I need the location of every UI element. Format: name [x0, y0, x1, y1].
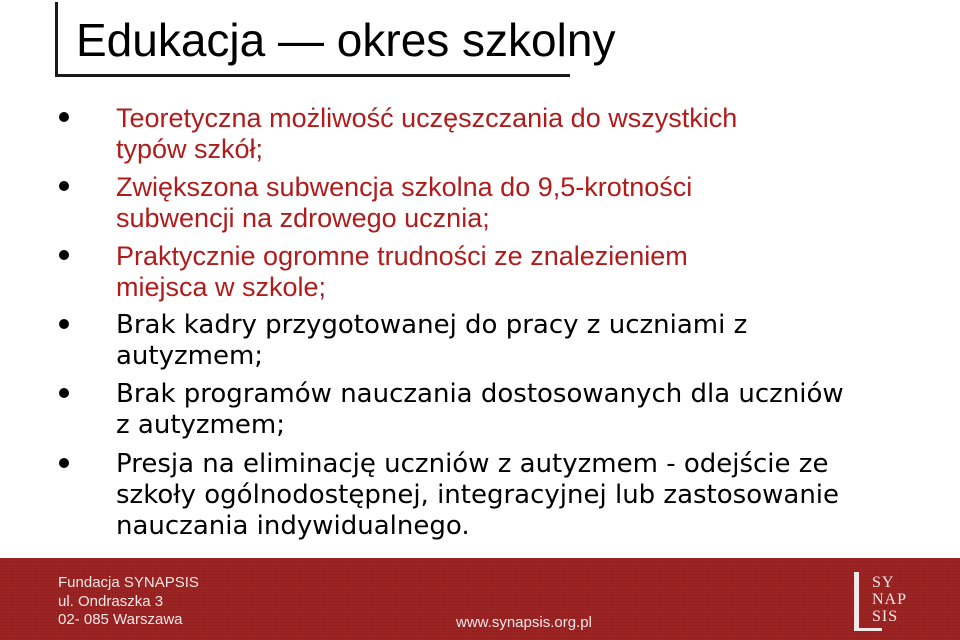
bullet-line: Praktycznie ogromne trudności ze znalezieniem — [116, 241, 688, 271]
logo-text — [872, 574, 922, 625]
bullet-dot-icon — [59, 388, 69, 398]
bullet-item — [116, 310, 916, 372]
bullet-line: szkoły ogólnodostępnej, integracyjnej lub zastosowanie — [116, 480, 840, 510]
bullet-line: Teoretyczna możliwość uczęszczania do wszystkich — [116, 103, 738, 133]
bullet-line: autyzmem; — [116, 341, 264, 371]
bullet-line: Brak kadry przygotowanej do pracy z uczniami z — [116, 310, 748, 340]
logo-line: NAP — [872, 591, 908, 608]
footer-bar — [0, 558, 960, 640]
bullet-line: z autyzmem; — [116, 410, 285, 440]
bullet-dot-icon — [59, 458, 69, 468]
bullet-dot-icon — [59, 112, 69, 122]
bullet-dot-icon — [59, 319, 69, 329]
bullet-line: Brak programów nauczania dostosowanych dla uczniów — [116, 379, 844, 409]
synapsis-logo-icon — [852, 570, 922, 632]
bullet-line: typów szkół; — [116, 134, 264, 164]
bullet-line: nauczania indywidualnego. — [116, 511, 470, 541]
bullet-line: miejsca w szkole; — [116, 272, 327, 302]
bullet-dot-icon — [59, 181, 69, 191]
bullet-dot-icon — [59, 250, 69, 260]
bullet-item — [116, 103, 916, 165]
bullet-item — [116, 172, 916, 234]
footer-url-link[interactable]: www.synapsis.org.pl — [456, 614, 592, 631]
footer-org-name: Fundacja SYNAPSIS — [58, 574, 199, 591]
page-title: Edukacja — okres szkolny — [76, 14, 616, 66]
bullet-line: Zwiększona subwencja szkolna do 9,5-krotności — [116, 172, 693, 202]
bullet-item — [116, 449, 916, 542]
bullet-line: Presja na eliminację uczniów z autyzmem - odejście ze — [116, 449, 829, 479]
footer-street: ul. Ondraszka 3 — [58, 593, 164, 610]
bullet-line: subwencji na zdrowego ucznia; — [116, 203, 490, 233]
logo-line: SIS — [872, 608, 899, 625]
bullet-item — [116, 241, 916, 303]
footer-city: 02- 085 Warszawa — [58, 611, 183, 628]
bullet-item — [116, 379, 916, 441]
logo-line: SY — [872, 574, 895, 591]
